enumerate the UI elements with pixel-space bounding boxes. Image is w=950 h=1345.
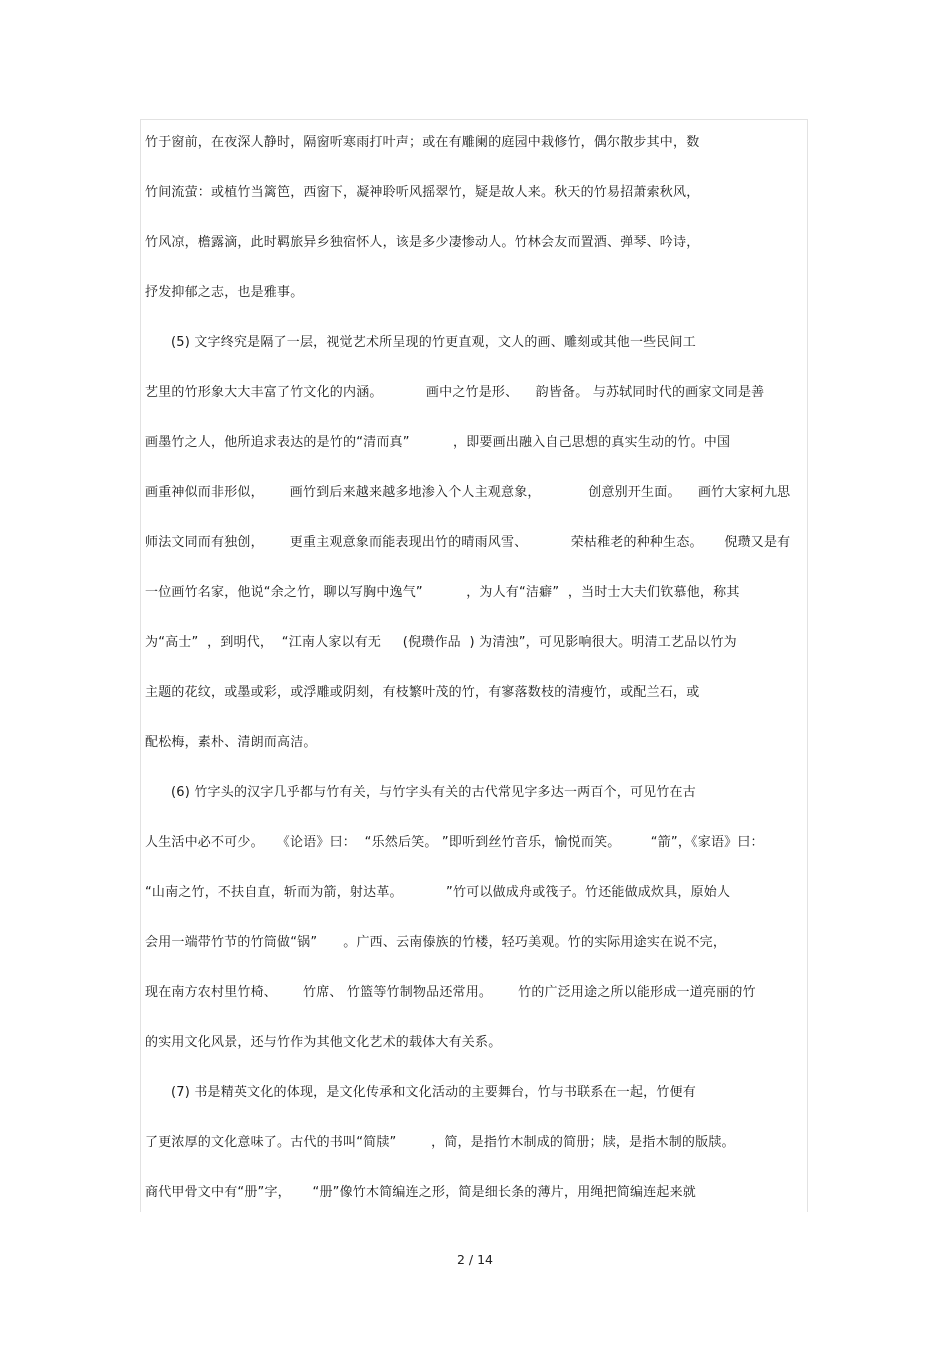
text-line: 主题的花纹，或墨或彩，或浮雕或阴刻，有枝繁叶茂的竹，有寥落数枝的清瘦竹，或配兰石，或 bbox=[145, 685, 700, 700]
text-line: 一位画竹名家，他说“余之竹，聊以写胸中逸气” ，为人有“洁癖” ，当时士大夫们钦慕他，称其 bbox=[145, 585, 740, 600]
text-line: 人生活中必不可少。 《论语》曰： “乐然后笑。 ”即听到丝竹音乐，愉悦而笑。 “箭”，《家语》曰： bbox=[145, 835, 764, 850]
text-line: 艺里的竹形象大大丰富了竹文化的内涵。 画中之竹是形、 韵皆备。 与苏轼同时代的画家文同是善 bbox=[145, 385, 765, 400]
text-line: 画墨竹之人，他所追求表达的是竹的“清而真” ，即要画出融入自己思想的真实生动的竹。中国 bbox=[145, 435, 731, 450]
paragraph-7-start: (7) 书是精英文化的体现，是文化传承和文化活动的主要舞台，竹与书联系在一起，竹便有 bbox=[145, 1085, 696, 1100]
text-line: 商代甲骨文中有“册”字， “册”像竹木简编连之形，简是细长条的薄片，用绳把简编连起来就 bbox=[145, 1185, 697, 1200]
text-line: 抒发抑郁之志，也是雅事。 bbox=[145, 285, 304, 300]
text-line: 现在南方农村里竹椅、 竹席、 竹篮等竹制物品还常用。 竹的广泛用途之所以能形成一道亮丽的竹 bbox=[145, 985, 756, 1000]
text-line: 画重神似而非形似， 画竹到后来越来越多地渗入个人主观意象， 创意别开生面。 画竹大家柯九思 bbox=[145, 485, 791, 500]
text-line: 竹风凉，檐露滴，此时羁旅异乡独宿怀人，该是多少凄惨动人。竹林会友而置酒、弹琴、吟诗， bbox=[145, 235, 700, 250]
text-line: 配松梅，素朴、清朗而高洁。 bbox=[145, 735, 317, 750]
text-line: 为“高士” ，到明代， “江南人家以有无 (倪瓒作品 ) 为清浊”，可见影响很大。明清工艺品以竹为 bbox=[145, 635, 737, 650]
text-line: 师法文同而有独创， 更重主观意象而能表现出竹的晴雨风雪、 荣枯稚老的种种生态。 倪瓒又是有 bbox=[145, 535, 791, 550]
paragraph-6-start: (6) 竹字头的汉字几乎都与竹有关，与竹字头有关的古代常见字多达一两百个，可见竹在古 bbox=[145, 785, 696, 800]
text-line: 竹于窗前，在夜深人静时，隔窗听寒雨打叶声；或在有雕阑的庭园中栽修竹，偶尔散步其中，数 bbox=[145, 135, 700, 150]
text-line: 会用一端带竹节的竹筒做“锅” 。广西、云南傣族的竹楼，轻巧美观。竹的实际用途实在说不完， bbox=[145, 935, 727, 950]
page-number: 2 / 14 bbox=[456, 1252, 494, 1267]
text-line: 竹间流萤：或植竹当篱笆，西窗下，凝神聆听风摇翠竹，疑是故人来。秋天的竹易招萧索秋风， bbox=[145, 185, 700, 200]
text-line: 的实用文化风景，还与竹作为其他文化艺术的载体大有关系。 bbox=[145, 1035, 502, 1050]
text-line: 了更浓厚的文化意味了。古代的书叫“简牍” ，简，是指竹木制成的简册；牍，是指木制的版牍。 bbox=[145, 1135, 735, 1150]
text-line: “山南之竹，不扶自直，斩而为箭，射达革。 ”竹可以做成舟或筏子。竹还能做成炊具，原始人 bbox=[145, 885, 731, 900]
paragraph-5-start: (5) 文字终究是隔了一层，视觉艺术所呈现的竹更直观，文人的画、雕刻或其他一些民间工 bbox=[145, 335, 696, 350]
